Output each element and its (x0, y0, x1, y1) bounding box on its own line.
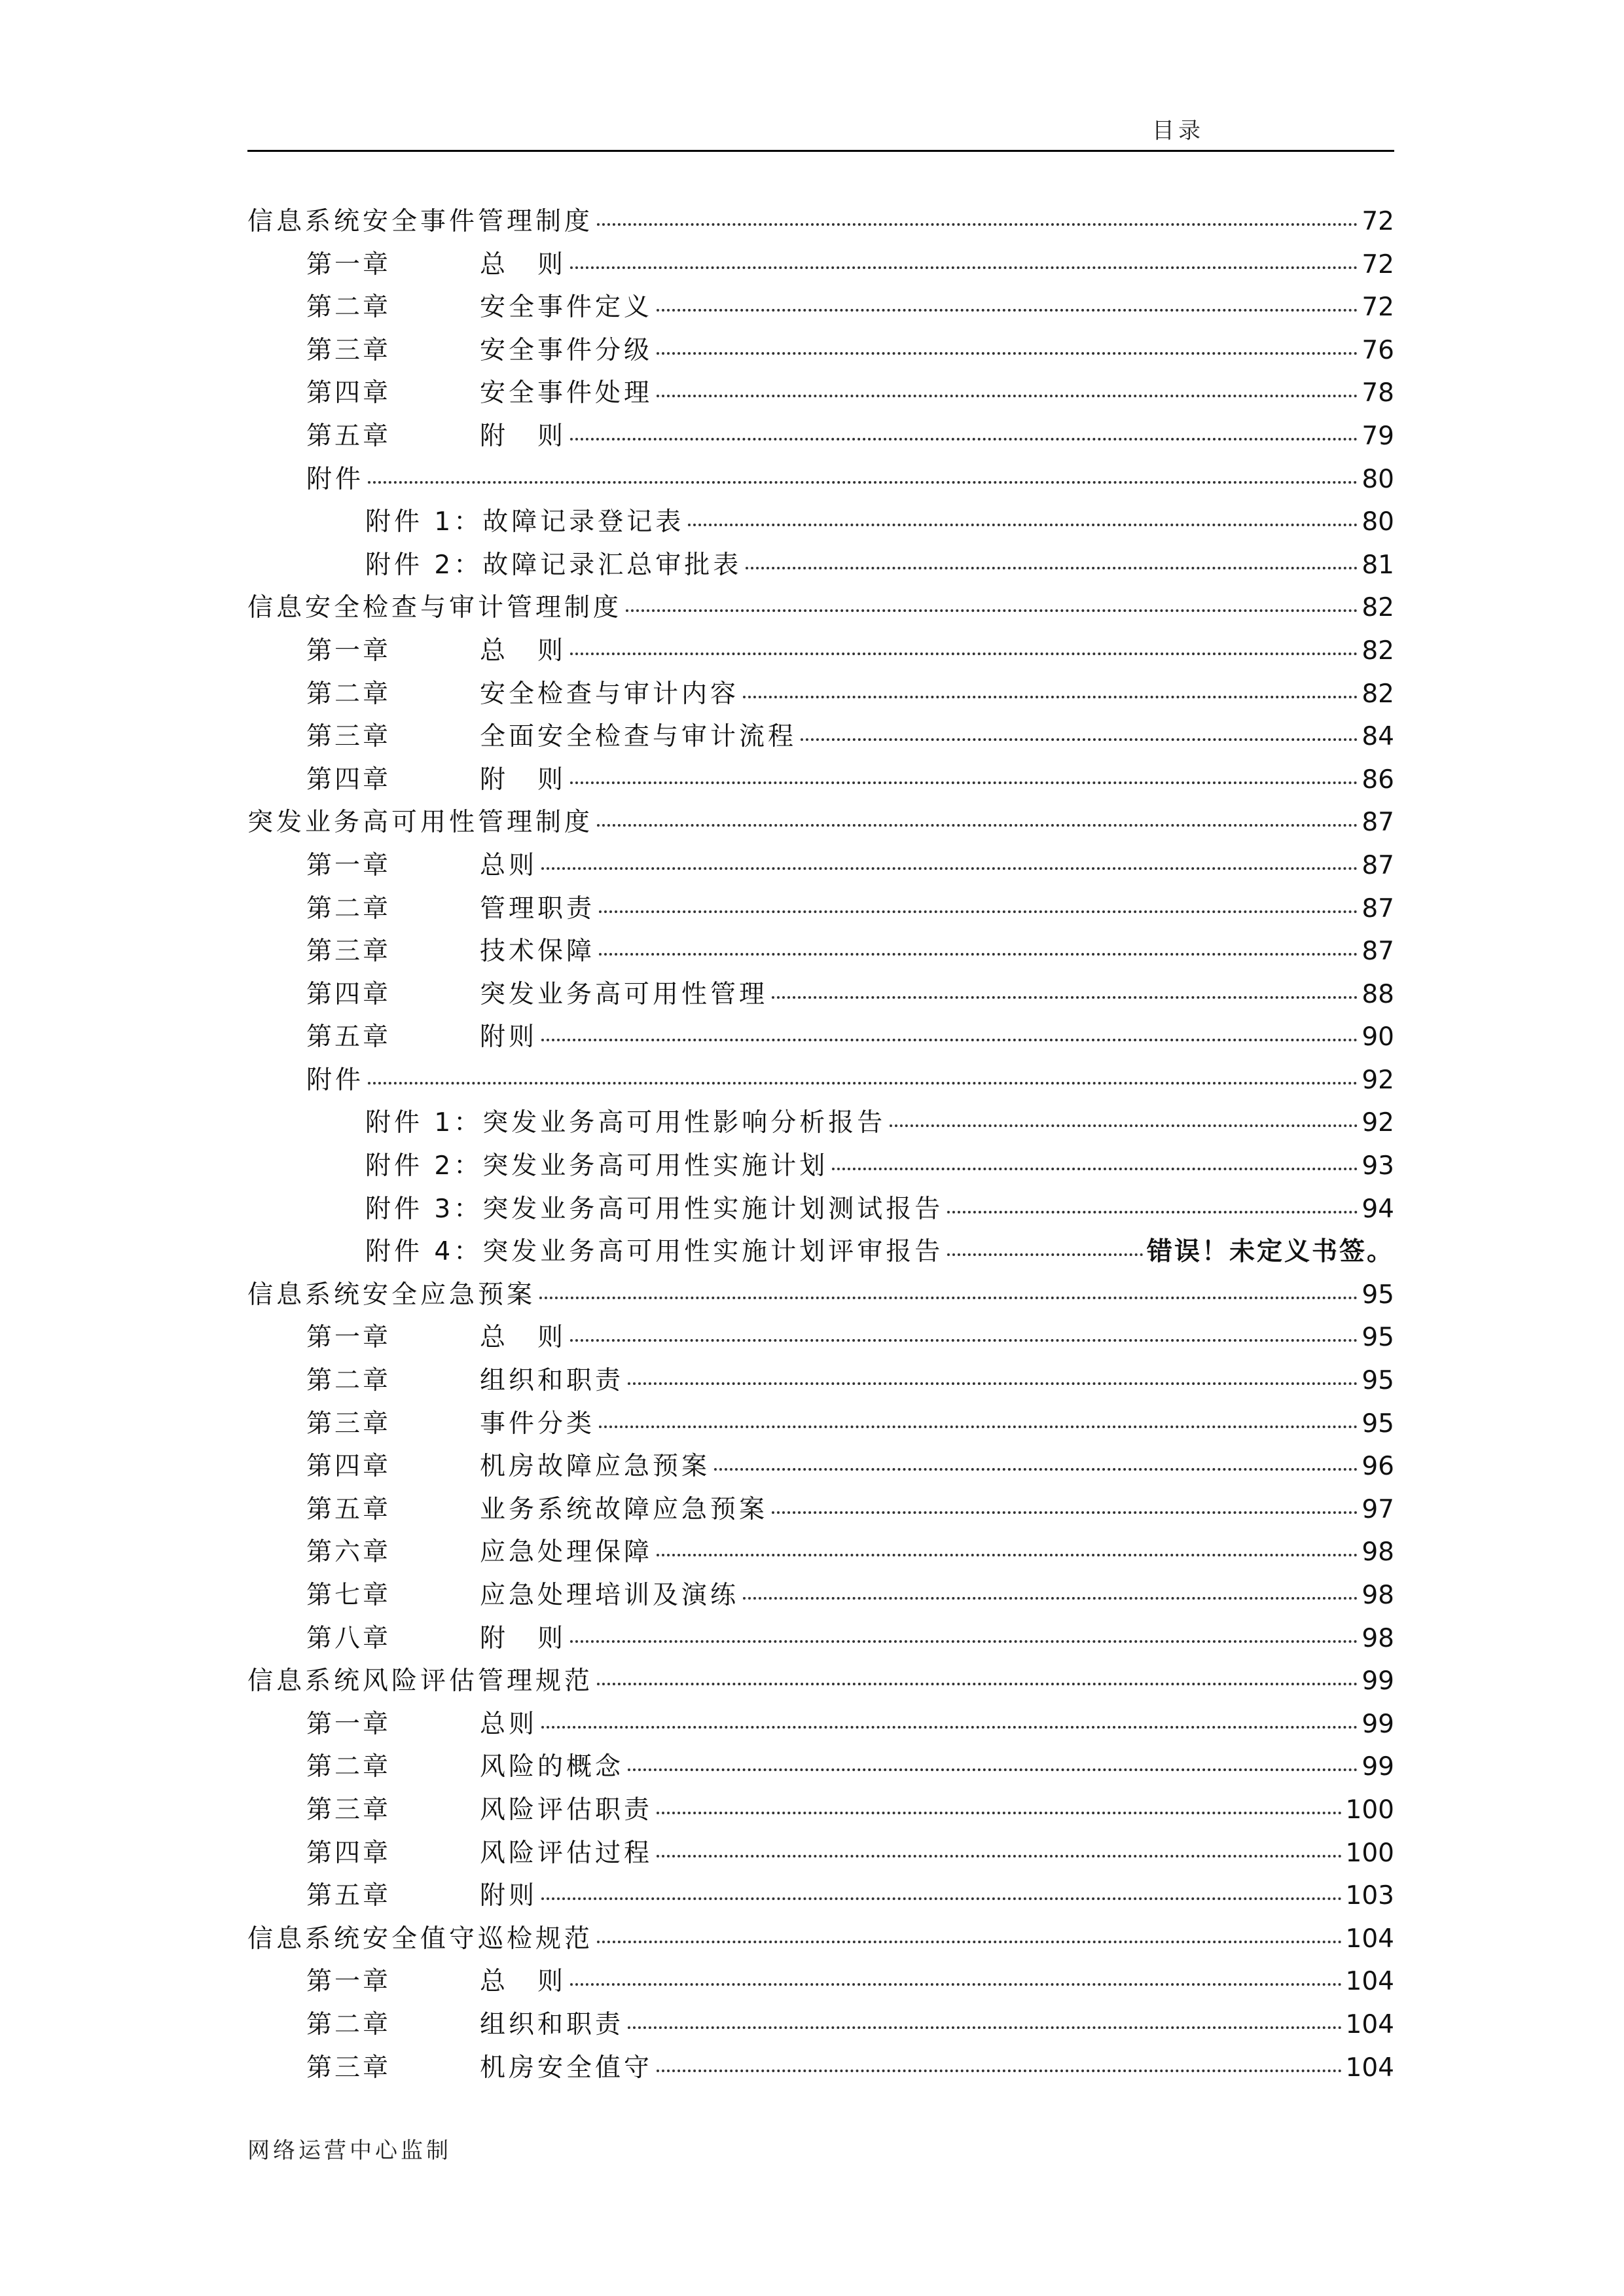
toc-dot-leader (570, 438, 1358, 440)
toc-page-number: 99 (1362, 1709, 1394, 1739)
toc-entry-title: 信息系统安全应急预案 (247, 1280, 536, 1310)
toc-entry-title: 信息系统风险评估管理规范 (247, 1666, 594, 1696)
toc-dot-leader (597, 1941, 1342, 1943)
toc-entry[interactable] (247, 715, 1394, 759)
toc-entry-title: 附则 (480, 1022, 538, 1052)
toc-chapter-number: 第三章 (306, 2053, 391, 2083)
toc-entry-title: 技术保障 (480, 937, 596, 967)
toc-dot-leader (570, 781, 1358, 784)
toc-chapter-number: 第二章 (306, 293, 391, 323)
toc-dot-leader (597, 824, 1358, 827)
toc-entry[interactable] (247, 458, 1394, 501)
toc-entry-title: 总 则 (480, 1323, 567, 1353)
toc-page-number: 86 (1362, 764, 1394, 795)
toc-entry[interactable] (247, 1660, 1394, 1703)
toc-chapter-number: 第二章 (306, 2009, 391, 2039)
toc-entry[interactable] (247, 801, 1394, 844)
toc-entry[interactable] (247, 2003, 1394, 2047)
toc-dot-leader (947, 1211, 1358, 1213)
toc-page-number: 82 (1362, 636, 1394, 666)
toc-chapter-number: 第一章 (306, 1323, 391, 1353)
toc-entry-title: 事件分类 (480, 1408, 596, 1439)
toc-dot-leader (597, 223, 1358, 226)
toc-page-number: 95 (1362, 1366, 1394, 1396)
toc-page-number: 104 (1345, 2009, 1394, 2039)
toc-entry-title: 附件 1：故障记录登记表 (365, 507, 685, 537)
toc-page-number: 96 (1362, 1452, 1394, 1482)
toc-entry-title: 信息系统安全值守巡检规范 (247, 1924, 594, 1954)
toc-entry-title: 风险评估职责 (480, 1795, 653, 1825)
toc-entry-title: 应急处理保障 (480, 1537, 653, 1568)
header-title: 目录 (1152, 118, 1204, 144)
toc-dot-leader (570, 1983, 1342, 1986)
toc-page-number: 87 (1362, 937, 1394, 967)
toc-chapter-number: 第二章 (306, 1752, 391, 1782)
toc-page-number: 81 (1362, 550, 1394, 580)
toc-entry[interactable] (247, 1746, 1394, 1789)
toc-dot-leader (801, 738, 1358, 741)
toc-dot-leader (657, 395, 1358, 397)
toc-dot-leader (626, 609, 1358, 612)
toc-chapter-number: 第三章 (306, 937, 391, 967)
toc-entry[interactable] (247, 673, 1394, 716)
toc-dot-leader (599, 953, 1358, 956)
toc-entry-title: 总 则 (480, 249, 567, 279)
toc-page-number: 95 (1362, 1323, 1394, 1353)
toc-entry[interactable] (247, 1403, 1394, 1446)
toc-entry[interactable] (247, 286, 1394, 329)
toc-page-number: 93 (1362, 1151, 1394, 1181)
toc-page-number: 82 (1362, 593, 1394, 623)
toc-dot-leader (599, 910, 1358, 913)
toc-chapter-number: 第三章 (306, 1795, 391, 1825)
toc-chapter-number: 第四章 (306, 1838, 391, 1868)
toc-entry[interactable] (247, 2047, 1394, 2090)
toc-dot-leader (657, 2070, 1342, 2072)
toc-dot-leader (688, 524, 1358, 526)
toc-entry[interactable] (247, 1102, 1394, 1145)
toc-entry[interactable] (247, 329, 1394, 372)
toc-entry[interactable] (247, 415, 1394, 458)
toc-dot-leader (657, 1855, 1342, 1857)
toc-chapter-number: 第一章 (306, 850, 391, 880)
toc-entry-title: 信息安全检查与审计管理制度 (247, 593, 623, 623)
toc-entry-title: 机房安全值守 (480, 2053, 653, 2083)
toc-page-number: 98 (1362, 1623, 1394, 1653)
toc-page-number: 92 (1362, 1065, 1394, 1095)
toc-dot-leader (541, 1897, 1342, 1900)
toc-entry-title: 组织和职责 (480, 1366, 624, 1396)
toc-entry-title: 安全检查与审计内容 (480, 679, 740, 709)
toc-page-number: 72 (1362, 249, 1394, 279)
toc-entry-title: 信息系统安全事件管理制度 (247, 207, 594, 236)
toc-entry-title: 安全事件分级 (480, 335, 653, 365)
toc-entry[interactable] (247, 759, 1394, 802)
toc-page-number: 87 (1362, 808, 1394, 838)
toc-chapter-number: 第七章 (306, 1581, 391, 1610)
toc-entry-title: 风险的概念 (480, 1752, 624, 1782)
toc-dot-leader (541, 1039, 1358, 1041)
toc-dot-leader (570, 1640, 1358, 1643)
toc-dot-leader (368, 1082, 1358, 1085)
toc-chapter-number: 第三章 (306, 1408, 391, 1439)
toc-dot-leader (541, 867, 1358, 870)
toc-entry[interactable] (247, 200, 1394, 243)
toc-page-number: 100 (1345, 1838, 1394, 1868)
toc-entry-title: 附件 3：突发业务高可用性实施计划测试报告 (365, 1194, 944, 1224)
toc-dot-leader (746, 567, 1358, 569)
toc-entry-title: 全面安全检查与审计流程 (480, 722, 797, 752)
toc-entry[interactable] (247, 1531, 1394, 1574)
toc-entry[interactable] (247, 1016, 1394, 1059)
toc-dot-leader (539, 1297, 1358, 1299)
toc-dot-leader (890, 1124, 1358, 1127)
toc-page-number: 104 (1345, 1924, 1394, 1954)
toc-dot-leader (657, 1812, 1342, 1814)
toc-chapter-number: 第五章 (306, 1881, 391, 1911)
toc-chapter-number: 第二章 (306, 1366, 391, 1396)
toc-entry-title: 突发业务高可用性管理 (480, 979, 768, 1009)
toc-entry-title: 应急处理培训及演练 (480, 1581, 740, 1610)
toc-entry[interactable] (247, 630, 1394, 673)
toc-dot-leader (743, 696, 1358, 698)
toc-page-number: 80 (1362, 464, 1394, 494)
toc-dot-leader (832, 1168, 1358, 1170)
toc-entry[interactable] (247, 1230, 1394, 1274)
toc-page-number: 87 (1362, 850, 1394, 880)
toc-page-number: 87 (1362, 893, 1394, 924)
toc-chapter-number: 第八章 (306, 1623, 391, 1653)
toc-entry[interactable] (247, 586, 1394, 630)
toc-dot-leader (657, 1554, 1358, 1556)
toc-chapter-number: 第六章 (306, 1537, 391, 1568)
toc-chapter-number: 第一章 (306, 1709, 391, 1739)
toc-dot-leader (570, 1339, 1358, 1342)
toc-dot-leader (772, 1511, 1358, 1514)
toc-page-number: 99 (1362, 1752, 1394, 1782)
toc-entry[interactable] (247, 1703, 1394, 1746)
toc-entry-title: 附件 4：突发业务高可用性实施计划评审报告 (365, 1237, 944, 1267)
toc-entry-title: 附件 2：突发业务高可用性实施计划 (365, 1151, 829, 1181)
toc-chapter-number: 第一章 (306, 249, 391, 279)
toc-entry[interactable] (247, 1316, 1394, 1359)
toc-entry-title: 附 则 (480, 421, 567, 451)
toc-entry[interactable] (247, 1188, 1394, 1231)
toc-entry[interactable] (247, 1059, 1394, 1102)
toc-entry[interactable] (247, 930, 1394, 973)
toc-entry[interactable] (247, 1918, 1394, 1961)
toc-page-number: 82 (1362, 679, 1394, 709)
toc-page-number: 97 (1362, 1494, 1394, 1524)
toc-dot-leader (772, 996, 1358, 999)
toc-entry[interactable] (247, 1488, 1394, 1532)
toc-dot-leader (541, 1726, 1358, 1729)
toc-entry[interactable] (247, 888, 1394, 931)
toc-page-number: 90 (1362, 1022, 1394, 1052)
toc-dot-leader (570, 266, 1358, 269)
toc-entry-title: 总 则 (480, 1967, 567, 1997)
toc-chapter-number: 第四章 (306, 378, 391, 408)
toc-dot-leader (628, 1382, 1358, 1385)
toc-chapter-number: 第三章 (306, 335, 391, 365)
toc-chapter-number: 第四章 (306, 764, 391, 795)
toc-page-number: 104 (1345, 1967, 1394, 1997)
toc-entry-title: 风险评估过程 (480, 1838, 653, 1868)
toc-page-number: 95 (1362, 1280, 1394, 1310)
toc-page-number: 98 (1362, 1581, 1394, 1610)
toc-chapter-number: 第五章 (306, 421, 391, 451)
toc-entry[interactable] (247, 1617, 1394, 1660)
toc-dot-leader (657, 309, 1358, 312)
toc-page-number: 92 (1362, 1108, 1394, 1138)
toc-entry-title: 突发业务高可用性管理制度 (247, 808, 594, 838)
toc-chapter-number: 第四章 (306, 979, 391, 1009)
toc-page-number: 100 (1345, 1795, 1394, 1825)
toc-page-number: 72 (1362, 207, 1394, 236)
toc-dot-leader (597, 1683, 1358, 1685)
toc-chapter-number: 第二章 (306, 893, 391, 924)
toc-entry[interactable] (247, 372, 1394, 415)
toc-dot-leader (743, 1597, 1358, 1600)
toc-entry-title: 附 则 (480, 1623, 567, 1653)
toc-entry[interactable] (247, 1960, 1394, 2003)
toc-entry-title: 管理职责 (480, 893, 596, 924)
toc-dot-leader (714, 1468, 1358, 1471)
toc-entry-title: 安全事件处理 (480, 378, 653, 408)
toc-chapter-number: 第二章 (306, 679, 391, 709)
toc-entry-title: 附件 2：故障记录汇总审批表 (365, 550, 742, 580)
toc-chapter-number: 第一章 (306, 636, 391, 666)
toc-entry[interactable] (247, 1832, 1394, 1875)
toc-chapter-number: 第四章 (306, 1452, 391, 1482)
toc-entry-title: 业务系统故障应急预案 (480, 1494, 768, 1524)
toc-page-number: 95 (1362, 1408, 1394, 1439)
toc-entry[interactable] (247, 1789, 1394, 1832)
toc-chapter-number: 第五章 (306, 1494, 391, 1524)
toc-bookmark-error: 错误！未定义书签。 (1146, 1237, 1394, 1267)
toc-entry-title: 总 则 (480, 636, 567, 666)
toc-dot-leader (368, 481, 1358, 484)
toc-entry-title: 组织和职责 (480, 2009, 624, 2039)
toc-entry-title: 安全事件定义 (480, 293, 653, 323)
toc-entry-title: 附件 (306, 1065, 365, 1095)
toc-entry[interactable] (247, 1145, 1394, 1188)
toc-chapter-number: 第三章 (306, 722, 391, 752)
toc-dot-leader (628, 2026, 1342, 2029)
toc-page-number: 99 (1362, 1666, 1394, 1696)
toc-entry-title: 机房故障应急预案 (480, 1452, 711, 1482)
toc-entry-title: 附则 (480, 1881, 538, 1911)
toc-dot-leader (570, 653, 1358, 655)
toc-entry[interactable] (247, 1874, 1394, 1918)
toc-entry[interactable] (247, 243, 1394, 287)
toc-page-number: 88 (1362, 979, 1394, 1009)
toc-page-number: 78 (1362, 378, 1394, 408)
toc-page-number: 98 (1362, 1537, 1394, 1568)
toc-entry[interactable] (247, 1274, 1394, 1317)
toc-page-number: 104 (1345, 2053, 1394, 2083)
toc-page-number: 103 (1345, 1881, 1394, 1911)
toc-page-number: 94 (1362, 1194, 1394, 1224)
toc-page-number: 84 (1362, 722, 1394, 752)
toc-entry-title: 附 则 (480, 764, 567, 795)
toc-entry-title: 附件 1：突发业务高可用性影响分析报告 (365, 1108, 886, 1138)
toc-entry-title: 总则 (480, 1709, 538, 1739)
toc-entry[interactable] (247, 844, 1394, 888)
toc-entry[interactable] (247, 1445, 1394, 1488)
toc-entry[interactable] (247, 1359, 1394, 1403)
toc-chapter-number: 第一章 (306, 1967, 391, 1997)
header-rule (247, 150, 1394, 152)
toc-chapter-number: 第五章 (306, 1022, 391, 1052)
toc-dot-leader (947, 1253, 1143, 1256)
toc-page-number: 79 (1362, 421, 1394, 451)
toc-entry[interactable] (247, 501, 1394, 544)
toc-page-number: 80 (1362, 507, 1394, 537)
toc-page-number: 72 (1362, 293, 1394, 323)
toc-entry[interactable] (247, 1574, 1394, 1617)
footer-text: 网络运营中心监制 (247, 2138, 452, 2164)
toc-dot-leader (657, 352, 1358, 355)
toc-entry-title: 附件 (306, 464, 365, 494)
toc-entry[interactable] (247, 973, 1394, 1016)
toc-entry-title: 总则 (480, 850, 538, 880)
table-of-contents (247, 200, 1394, 2089)
toc-dot-leader (599, 1426, 1358, 1428)
toc-entry[interactable] (247, 544, 1394, 587)
toc-dot-leader (628, 1768, 1358, 1771)
toc-page-number: 76 (1362, 335, 1394, 365)
